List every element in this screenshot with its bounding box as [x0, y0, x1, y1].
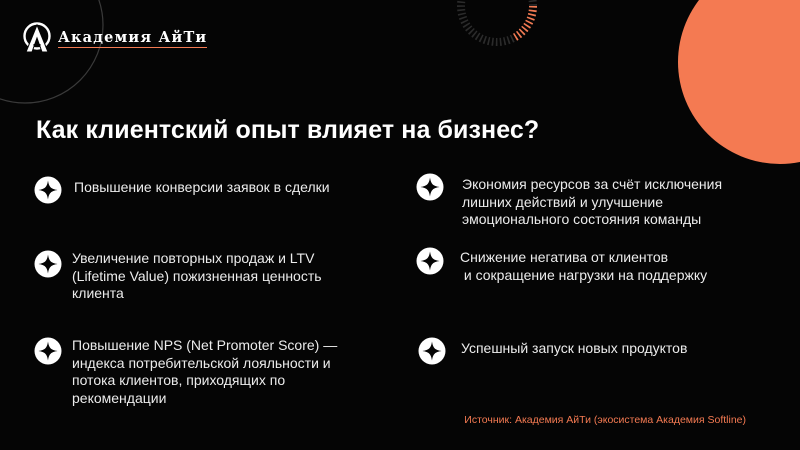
decorative-orange-circle	[678, 0, 800, 164]
benefit-text-line: Успешный запуск новых продуктов	[461, 340, 688, 356]
source-note: Источник: Академия АйТи (экосистема Академия Softline)	[464, 414, 746, 426]
benefit-text-line: Экономия ресурсов за счёт исключения	[462, 176, 723, 192]
benefit-item-nps	[34, 337, 337, 407]
benefit-text-line: эмоционального состояния команды	[462, 211, 702, 227]
academy-logo-icon	[22, 22, 52, 54]
benefit-item-support	[416, 247, 707, 284]
benefit-item-launch	[418, 337, 687, 365]
benefit-item-conversion	[34, 176, 330, 204]
four-point-star-icon	[416, 173, 444, 201]
four-point-star-icon	[418, 337, 446, 365]
benefit-text-line: клиента	[72, 285, 124, 301]
benefit-text-line: потока клиентов, приходящих по	[72, 372, 286, 388]
benefit-text-line: рекомендации	[72, 389, 167, 406]
benefit-item-resources	[416, 173, 722, 229]
benefit-item-ltv	[34, 250, 322, 303]
slide-title: Как клиентский опыт влияет на бизнес?	[36, 116, 540, 144]
decorative-striped-ring	[461, 0, 533, 42]
four-point-star-icon	[34, 176, 62, 204]
benefit-text-line: и сокращение нагрузки на поддержку	[460, 266, 708, 283]
benefit-text-line: индекса потребительской лояльности и	[72, 354, 331, 371]
brand-name: Академия АйТи	[58, 28, 208, 46]
benefit-text-line: (Lifetime Value) пожизненная ценность	[72, 267, 322, 284]
four-point-star-icon	[34, 250, 62, 278]
four-point-star-icon	[34, 337, 62, 365]
benefit-text-line: лишних действий и улучшение	[462, 193, 664, 210]
brand-logo	[22, 22, 207, 54]
benefit-text-line: Увеличение повторных продаж и LTV	[72, 250, 315, 266]
benefit-text-line: Снижение негатива от клиентов	[460, 249, 669, 265]
benefit-text-line: Повышение NPS (Net Promoter Score) —	[72, 337, 338, 353]
benefit-text-line: Повышение конверсии заявок в сделки	[74, 179, 330, 195]
four-point-star-icon	[416, 247, 444, 275]
